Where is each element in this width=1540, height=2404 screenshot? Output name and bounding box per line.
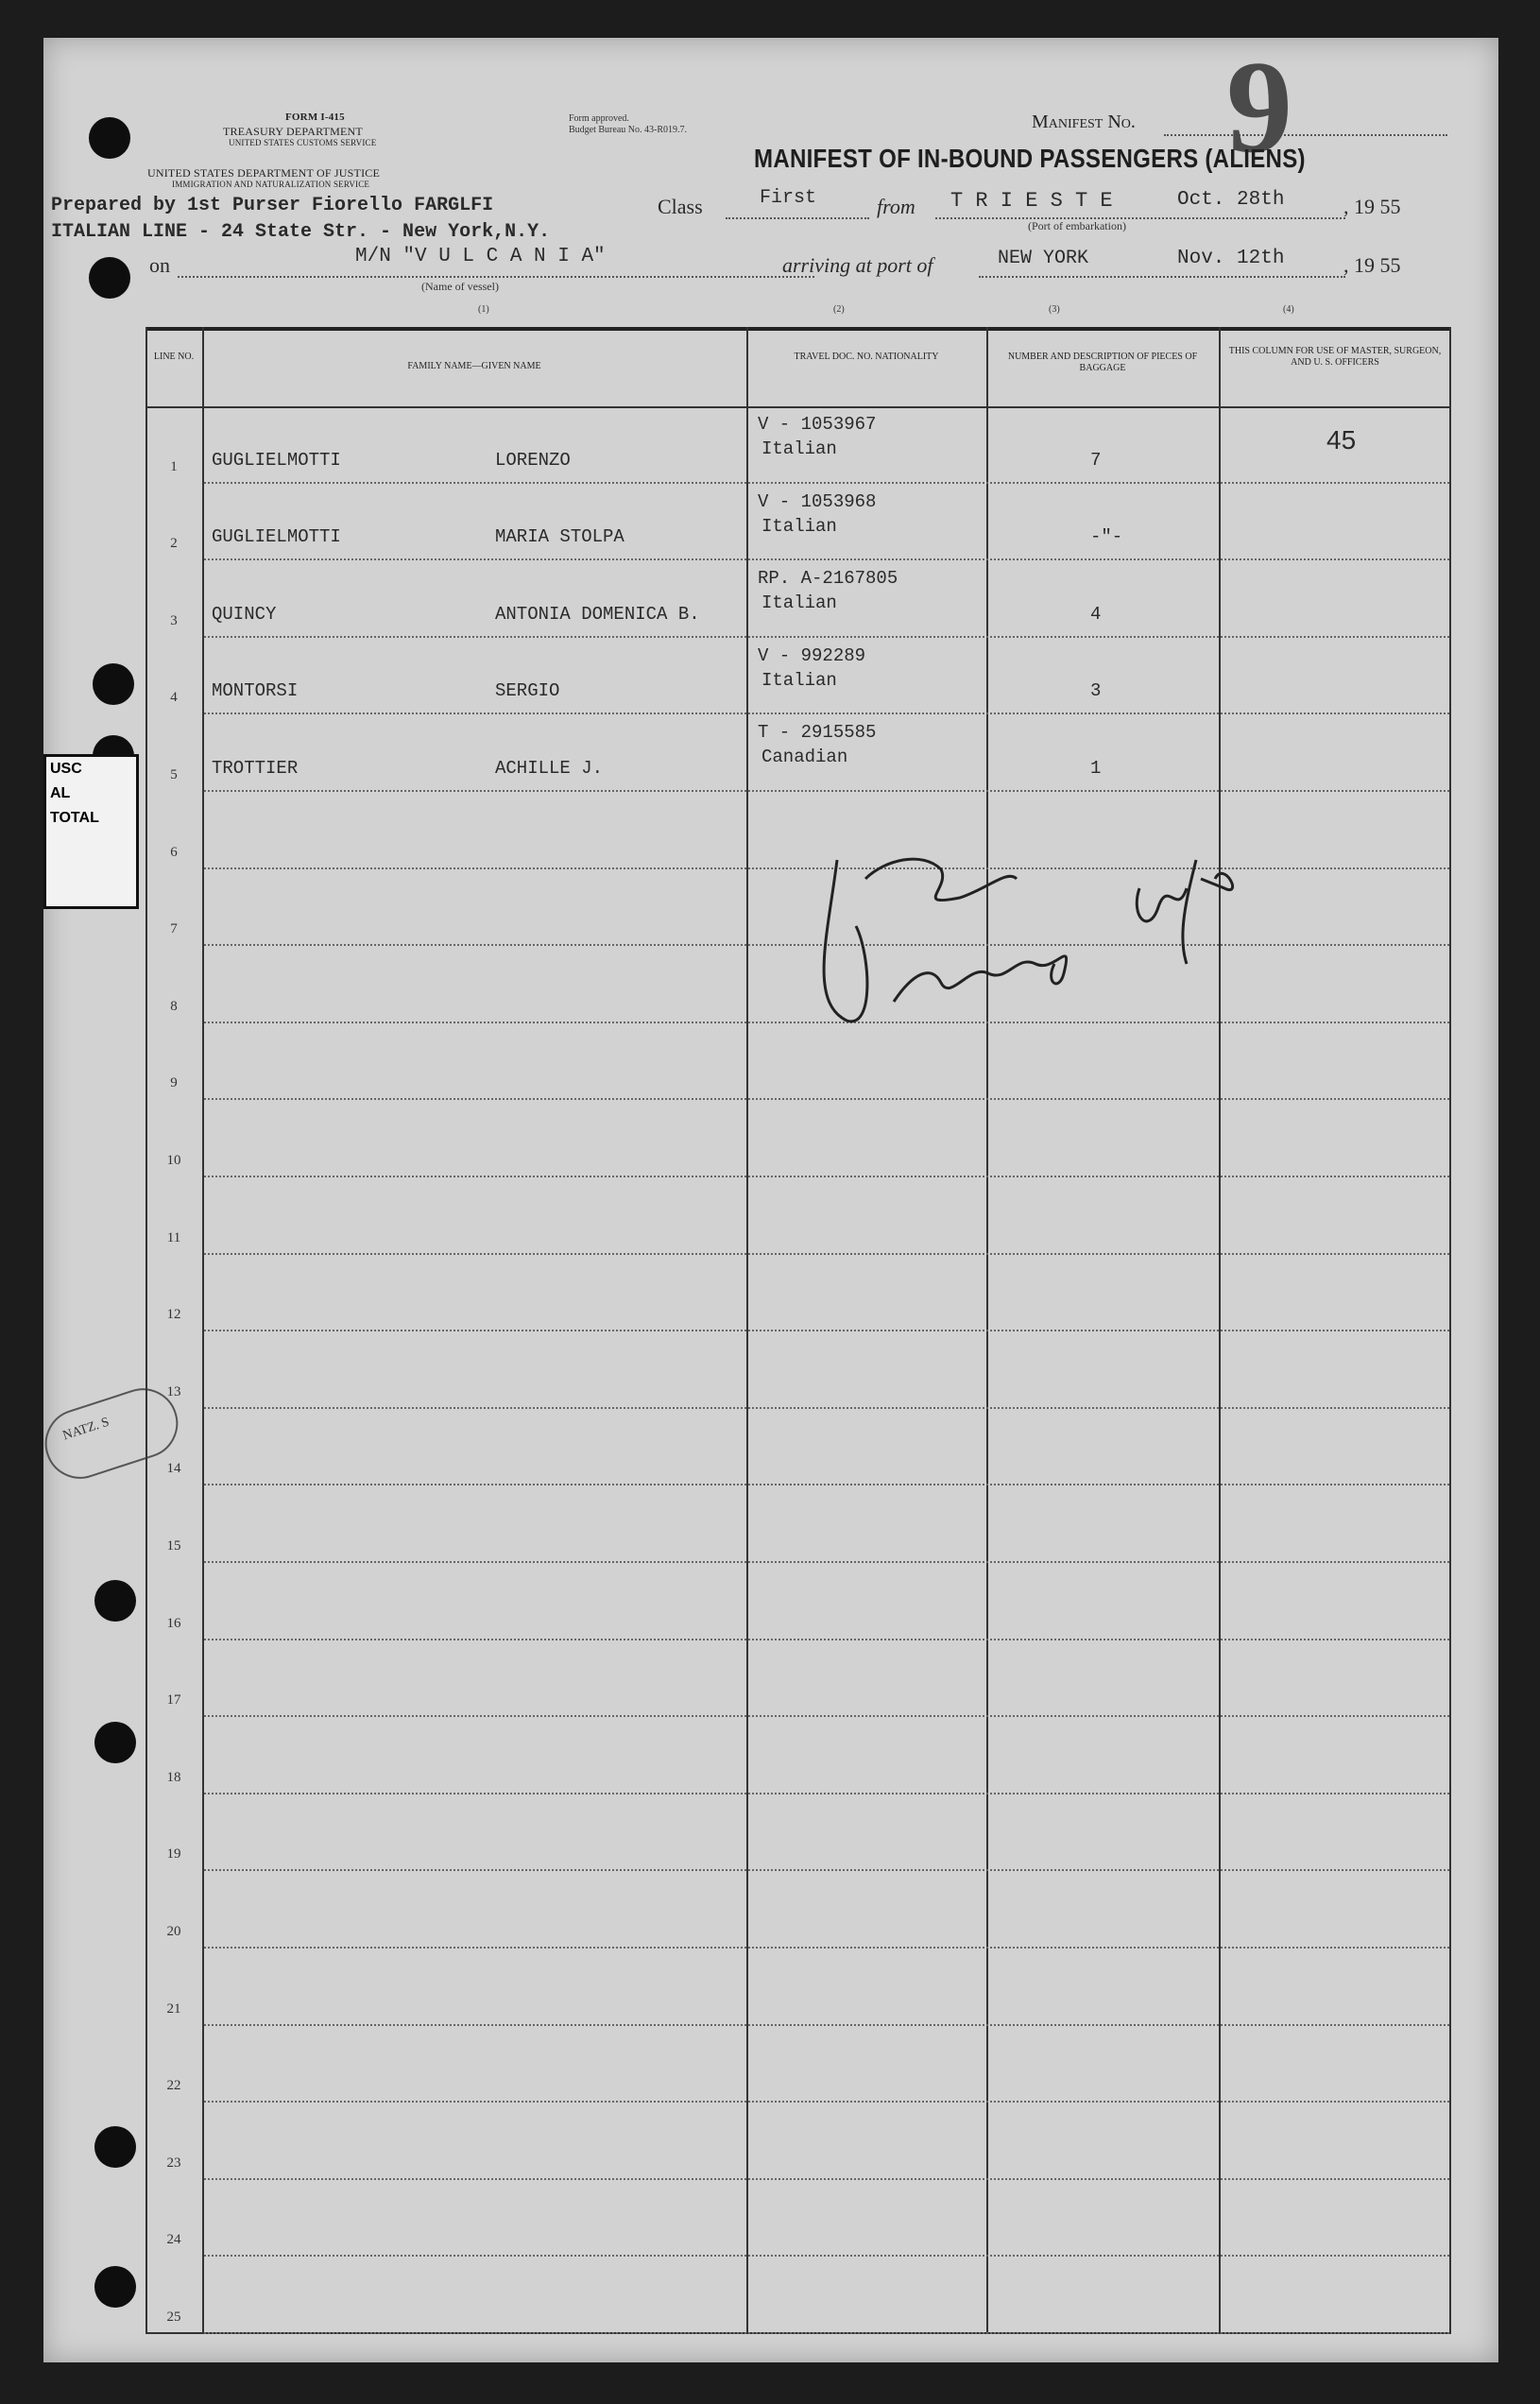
row-divider xyxy=(204,1098,1449,1100)
header-baggage: NUMBER AND DESCRIPTION OF PIECES OF BAGGAGE xyxy=(1007,352,1198,373)
officers-cell: 45 xyxy=(1326,425,1357,455)
row-divider xyxy=(204,2255,1449,2257)
punch-hole xyxy=(94,2126,136,2168)
vessel-name: M/N "V U L C A N I A" xyxy=(355,246,606,267)
family-name-cell: MONTORSI xyxy=(212,680,299,702)
header-travel-doc: TRAVEL DOC. NO. NATIONALITY xyxy=(794,352,939,362)
nationality-cell: Canadian xyxy=(761,747,848,768)
given-name-cell: SERGIO xyxy=(495,680,560,702)
column-marker: (3) xyxy=(1049,304,1060,315)
stamp-line: AL xyxy=(50,785,71,801)
family-name-cell: QUINCY xyxy=(212,603,277,625)
column-marker: (1) xyxy=(478,304,489,315)
row-line-number: 24 xyxy=(166,2232,181,2248)
stamp-line: TOTAL xyxy=(50,810,99,826)
column-marker: (4) xyxy=(1283,304,1294,315)
baggage-cell: 3 xyxy=(1090,680,1102,702)
row-line-number: 19 xyxy=(166,1846,181,1863)
header-officers: THIS COLUMN FOR USE OF MASTER, SURGEON, AND U. S. OFFICERS xyxy=(1228,346,1442,368)
row-line-number: 5 xyxy=(170,767,178,782)
family-name-cell: GUGLIELMOTTI xyxy=(212,526,341,548)
header-line-no: LINE NO. xyxy=(153,352,195,362)
class-label: Class xyxy=(658,195,703,218)
row-divider xyxy=(204,1330,1449,1331)
row-divider xyxy=(204,2024,1449,2026)
row-divider xyxy=(204,1869,1449,1871)
given-name-cell: ACHILLE J. xyxy=(495,758,604,779)
row-divider xyxy=(204,1639,1449,1640)
row-divider xyxy=(204,1253,1449,1255)
class-value: First xyxy=(760,187,817,209)
row-divider xyxy=(204,636,1449,638)
baggage-cell: 1 xyxy=(1090,758,1102,779)
row-divider xyxy=(204,1176,1449,1177)
row-divider xyxy=(204,558,1449,560)
row-line-number: 16 xyxy=(166,1615,181,1631)
row-divider xyxy=(204,1715,1449,1717)
punch-hole xyxy=(94,2266,136,2308)
handwritten-signature xyxy=(780,822,1272,1087)
given-name-cell: MARIA STOLPA xyxy=(495,526,625,548)
prepared-by: Prepared by 1st Purser Fiorello FARGLFI xyxy=(51,195,494,216)
manifest-sheet xyxy=(43,34,1498,2362)
row-line-number: 18 xyxy=(166,1769,181,1785)
row-line-number: 22 xyxy=(166,2078,181,2094)
punch-hole xyxy=(89,257,130,299)
nationality-cell: Italian xyxy=(761,515,837,537)
row-line-number: 2 xyxy=(170,536,178,552)
nationality-cell: Italian xyxy=(761,669,837,691)
travel-doc-cell: V - 1053967 xyxy=(758,414,877,435)
row-line-number: 8 xyxy=(170,998,178,1014)
row-divider xyxy=(204,1561,1449,1563)
departure-date: Oct. 28th xyxy=(1177,189,1285,211)
manifest-number: 9 xyxy=(1226,34,1292,180)
row-line-number: 14 xyxy=(166,1461,181,1477)
travel-doc-cell: V - 1053968 xyxy=(758,490,877,512)
travel-doc-cell: T - 2915585 xyxy=(758,722,877,744)
doj: UNITED STATES DEPARTMENT OF JUSTICE xyxy=(147,166,381,180)
vessel-caption: (Name of vessel) xyxy=(421,280,499,293)
row-line-number: 25 xyxy=(166,2310,181,2325)
family-name-cell: GUGLIELMOTTI xyxy=(212,449,341,471)
row-line-number: 21 xyxy=(166,2000,181,2017)
punch-hole xyxy=(94,1580,136,1622)
row-divider xyxy=(204,1484,1449,1485)
row-divider xyxy=(204,790,1449,792)
manifest-label: Manifest No. xyxy=(1032,112,1136,132)
nationality-cell: Italian xyxy=(761,592,837,614)
row-divider xyxy=(204,1793,1449,1794)
on-label: on xyxy=(149,253,170,277)
row-line-number: 10 xyxy=(166,1153,181,1168)
baggage-cell: -"- xyxy=(1090,526,1123,548)
row-line-number: 23 xyxy=(166,2155,181,2171)
treasury-dept: TREASURY DEPARTMENT xyxy=(223,125,363,138)
row-line-number: 1 xyxy=(170,458,178,474)
column-marker: (2) xyxy=(833,304,845,315)
budget-bureau: Budget Bureau No. 43-R019.7. xyxy=(569,125,687,135)
arrival-date: Nov. 12th xyxy=(1177,248,1285,269)
baggage-cell: 7 xyxy=(1090,449,1102,471)
agent-address: ITALIAN LINE - 24 State Str. - New York,N.Y. xyxy=(51,221,551,243)
port-caption: (Port of embarkation) xyxy=(1028,219,1126,232)
baggage-cell: 4 xyxy=(1090,603,1102,625)
row-line-number: 9 xyxy=(170,1075,178,1091)
row-divider xyxy=(204,713,1449,714)
arrival-year: , 19 55 xyxy=(1343,253,1401,277)
customs-service: UNITED STATES CUSTOMS SERVICE xyxy=(229,138,377,147)
form-number: FORM I-415 xyxy=(285,112,345,123)
row-divider xyxy=(204,1947,1449,1949)
page-title: MANIFEST OF IN-BOUND PASSENGERS (ALIENS) xyxy=(754,144,1306,173)
ins: IMMIGRATION AND NATURALIZATION SERVICE xyxy=(172,180,370,189)
travel-doc-cell: V - 992289 xyxy=(758,644,866,666)
row-divider xyxy=(204,2332,1449,2334)
arrival-port: NEW YORK xyxy=(998,248,1089,269)
family-name-cell: TROTTIER xyxy=(212,758,299,779)
row-divider xyxy=(204,1407,1449,1409)
punch-hole xyxy=(94,1722,136,1763)
arriving-label: arriving at port of xyxy=(782,253,933,277)
punch-hole xyxy=(93,663,134,705)
row-line-number: 4 xyxy=(170,690,178,706)
from-label: from xyxy=(877,195,915,218)
departure-year: , 19 55 xyxy=(1343,195,1401,218)
port-of-embarkation: T R I E S T E xyxy=(950,189,1113,213)
row-line-number: 6 xyxy=(170,844,178,860)
given-name-cell: ANTONIA DOMENICA B. xyxy=(495,603,700,625)
naturalization-stamp-text: NATZ. S xyxy=(60,1415,111,1444)
row-divider xyxy=(204,2101,1449,2103)
nationality-cell: Italian xyxy=(761,438,837,459)
row-divider xyxy=(204,2178,1449,2180)
header-name: FAMILY NAME—GIVEN NAME xyxy=(407,361,541,371)
row-line-number: 13 xyxy=(166,1383,181,1399)
row-line-number: 11 xyxy=(166,1229,181,1245)
travel-doc-cell: RP. A-2167805 xyxy=(758,568,898,590)
form-approved: Form approved. xyxy=(569,113,629,124)
row-line-number: 7 xyxy=(170,921,178,937)
row-line-number: 3 xyxy=(170,612,178,628)
row-line-number: 20 xyxy=(166,1924,181,1939)
row-line-number: 17 xyxy=(166,1692,181,1709)
count-stamp xyxy=(43,754,139,909)
row-divider xyxy=(204,482,1449,484)
punch-hole xyxy=(89,117,130,159)
passenger-table xyxy=(145,327,1451,2334)
row-line-number: 12 xyxy=(166,1307,181,1323)
given-name-cell: LORENZO xyxy=(495,449,571,471)
stamp-line: USC xyxy=(50,761,82,777)
row-line-number: 15 xyxy=(166,1538,181,1554)
